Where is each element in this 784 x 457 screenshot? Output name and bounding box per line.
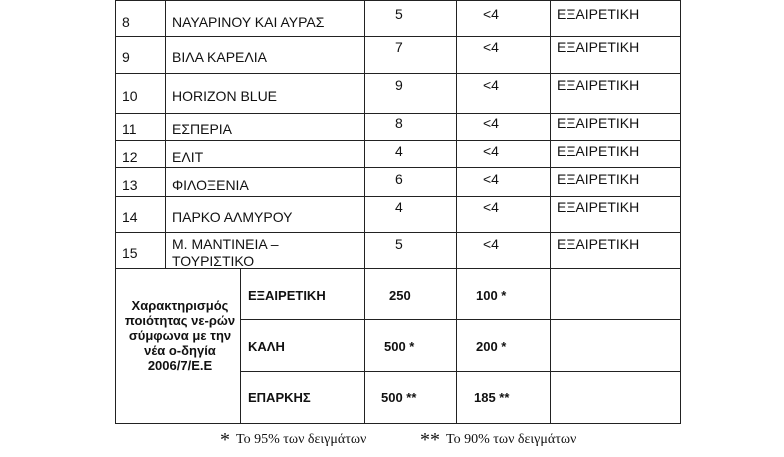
row-number: 12 — [122, 149, 138, 165]
level-value-1: 500 ** — [381, 390, 417, 405]
quality-rating: ΕΞΑΙΡΕΤΙΚΗ — [557, 6, 640, 22]
quality-rating: ΕΞΑΙΡΕΤΙΚΗ — [557, 199, 640, 215]
footnote-95 — [220, 429, 366, 452]
quality-rating: ΕΞΑΙΡΕΤΙΚΗ — [557, 39, 640, 55]
row-number: 14 — [122, 209, 138, 225]
level-value-2: 185 ** — [474, 390, 510, 405]
count-value-2: <4 — [483, 199, 499, 215]
row-number: 11 — [122, 121, 137, 137]
count-value-2: <4 — [483, 171, 499, 187]
site-name: ΦΙΛΟΞΕΝΙΑ — [172, 177, 249, 193]
level-name: ΕΞΑΙΡΕΤΙΚΗ — [248, 288, 326, 303]
level-value-1: 500 * — [384, 339, 415, 354]
footnote-90 — [420, 429, 576, 452]
classification-label: Χαρακτηρισμός ποιότητας νε-ρών σύμφωνα με την νέα ο-δηγία 2006/7/Ε.Ε — [124, 298, 236, 373]
site-name: ΝΑΥΑΡΙΝΟΥ ΚΑΙ ΑΥΡΑΣ — [172, 14, 325, 30]
site-name: HORIZON BLUE — [172, 88, 278, 104]
level-value-1: 250 — [389, 288, 411, 303]
count-value: 9 — [395, 77, 403, 93]
quality-rating: ΕΞΑΙΡΕΤΙΚΗ — [557, 171, 640, 187]
quality-rating: ΕΞΑΙΡΕΤΙΚΗ — [557, 77, 640, 93]
row-number: 10 — [122, 88, 138, 104]
count-value-2: <4 — [483, 77, 499, 93]
level-name: ΕΠΑΡΚΗΣ — [248, 390, 311, 405]
row-number: 8 — [122, 14, 130, 30]
level-value-2: 200 * — [476, 339, 507, 354]
site-name: ΕΣΠΕΡΙΑ — [172, 121, 233, 137]
count-value: 6 — [395, 171, 403, 187]
count-value-2: <4 — [483, 6, 499, 22]
level-value-2: 100 * — [476, 288, 507, 303]
footnote-mark: ** — [420, 429, 440, 451]
count-value: 4 — [395, 143, 403, 159]
count-value: 5 — [395, 236, 403, 252]
footnote-text: Το 90% των δειγμάτων — [446, 432, 577, 447]
count-value: 7 — [395, 39, 403, 55]
level-name: ΚΑΛΗ — [248, 339, 285, 354]
count-value: 4 — [395, 199, 403, 215]
count-value: 5 — [395, 6, 403, 22]
count-value-2: <4 — [483, 143, 499, 159]
count-value: 8 — [395, 115, 403, 131]
site-name-line1: Μ. ΜΑΝΤΙΝΕΙΑ – — [172, 236, 279, 252]
site-name: ΠΑΡΚΟ ΑΛΜΥΡΟΥ — [172, 209, 293, 225]
row-number: 9 — [122, 49, 130, 65]
count-value-2: <4 — [483, 39, 499, 55]
count-value-2: <4 — [483, 236, 499, 252]
row-number: 15 — [122, 245, 138, 261]
site-name: ΕΛΙΤ — [172, 149, 204, 165]
site-name: ΒΙΛΑ ΚΑΡΕΛΙΑ — [172, 49, 267, 65]
site-name-line2: ΤΟΥΡΙΣΤΙΚΟ — [172, 253, 255, 269]
count-value-2: <4 — [483, 115, 499, 131]
quality-rating: ΕΞΑΙΡΕΤΙΚΗ — [557, 236, 640, 252]
footnote-text: Το 95% των δειγμάτων — [236, 432, 367, 447]
quality-rating: ΕΞΑΙΡΕΤΙΚΗ — [557, 115, 640, 131]
quality-rating: ΕΞΑΙΡΕΤΙΚΗ — [557, 143, 640, 159]
row-number: 13 — [122, 177, 138, 193]
footnote-mark: * — [220, 429, 230, 451]
